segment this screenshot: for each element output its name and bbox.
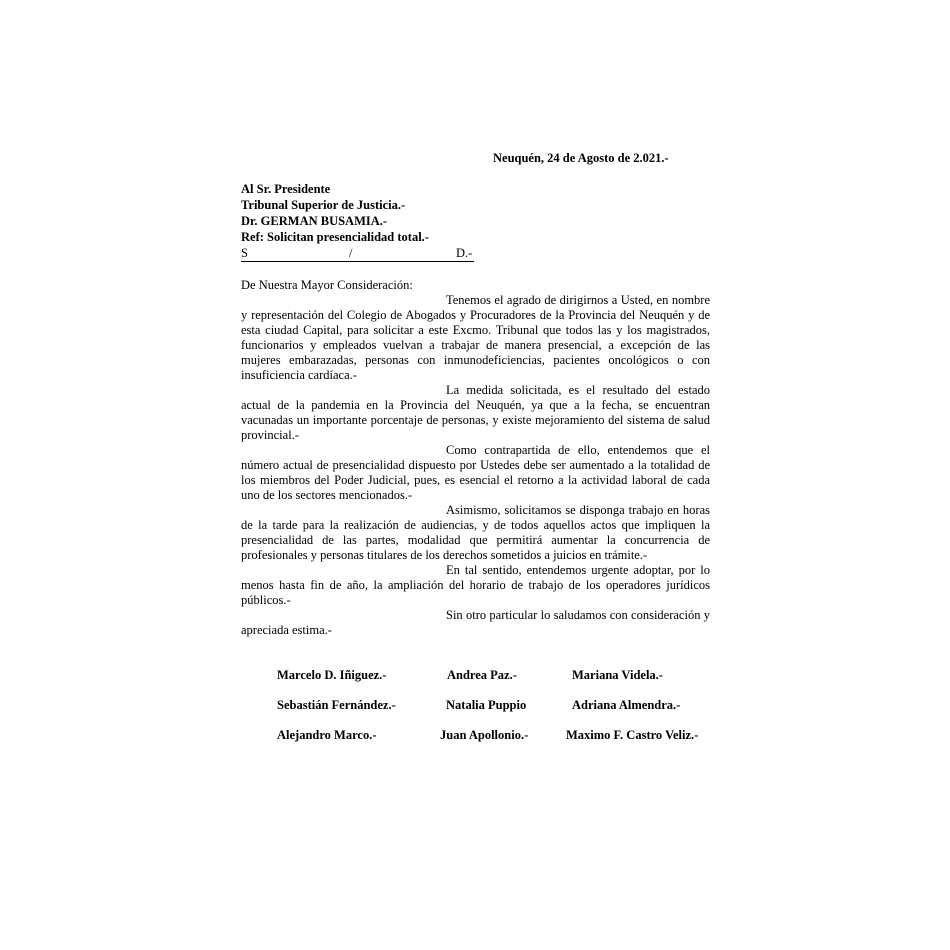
addressee-line-president: Al Sr. Presidente xyxy=(241,182,331,196)
sd-slash: / xyxy=(349,246,353,260)
signature-name: Adriana Almendra.- xyxy=(572,698,681,712)
paragraph: Tenemos el agrado de dirigirnos a Usted, en nombre y representación del Colegio de Abogados y Procuradores de la Provincia del Neuquén y de esta ciudad Capital, para solicitar a este Excmo. Tribunal que todos las y los magistrados, funcionarios y empleados vuelvan a trabajar de manera presencial, a excepción de las mujeres embarazadas, personas con inmunodeficiencias, pacientes oncológicos o con insuficiencia cardíaca.- xyxy=(241,293,710,382)
sd-d: D.- xyxy=(456,246,473,260)
addressee-line-name: Dr. GERMAN BUSAMIA.- xyxy=(241,214,388,228)
signature-name: Maximo F. Castro Veliz.- xyxy=(566,728,699,742)
paragraph: Como contrapartida de ello, entendemos que el número actual de presencialidad dispuesto por Ustedes debe ser aumentado a la totalidad de los miembros del Poder Judicial, pues, es esencial el retorno a la actividad laboral de cada uno de los sectores mencionados.- xyxy=(241,443,710,502)
sd-s: S xyxy=(241,246,248,260)
signature-name: Alejandro Marco.- xyxy=(277,728,377,742)
signature-name: Natalia Puppio xyxy=(446,698,527,712)
addressee-line-tribunal: Tribunal Superior de Justicia.- xyxy=(241,198,406,212)
letter-body xyxy=(241,278,710,638)
greeting: De Nuestra Mayor Consideración: xyxy=(241,278,413,292)
signature-name: Juan Apollonio.- xyxy=(440,728,529,742)
paragraph: En tal sentido, entendemos urgente adoptar, por lo menos hasta fin de año, la ampliación del horario de trabajo de los operadores jurídicos públicos.- xyxy=(241,563,710,607)
signature-name: Sebastián Fernández.- xyxy=(277,698,396,712)
signature-name: Andrea Paz.- xyxy=(447,668,517,682)
signature-name: Marcelo D. Iñiguez.- xyxy=(277,668,387,682)
addressee-block xyxy=(241,181,474,262)
paragraph: La medida solicitada, es el resultado del estado actual de la pandemia en la Provincia del Neuquén, ya que a la fecha, se encuentran vacunadas un importante porcentaje de personas, y existe mejoramiento del sistema de salud provincial.- xyxy=(241,383,710,442)
paragraph: Sin otro particular lo saludamos con consideración y apreciada estima.- xyxy=(241,608,710,637)
sd-underline xyxy=(241,245,474,262)
letter-date: Neuquén, 24 de Agosto de 2.021.- xyxy=(493,151,669,165)
reference-line: Ref: Solicitan presencialidad total.- xyxy=(241,230,429,244)
signature-name: Mariana Videla.- xyxy=(572,668,663,682)
paragraph: Asimismo, solicitamos se disponga trabajo en horas de la tarde para la realización de audiencias, y de todos aquellos actos que impliquen la presencialidad de las partes, modalidad que permitirá aumentar la concurrencia de profesionales y personas titulares de los derechos sometidos a juicios en trámite.- xyxy=(241,503,710,562)
